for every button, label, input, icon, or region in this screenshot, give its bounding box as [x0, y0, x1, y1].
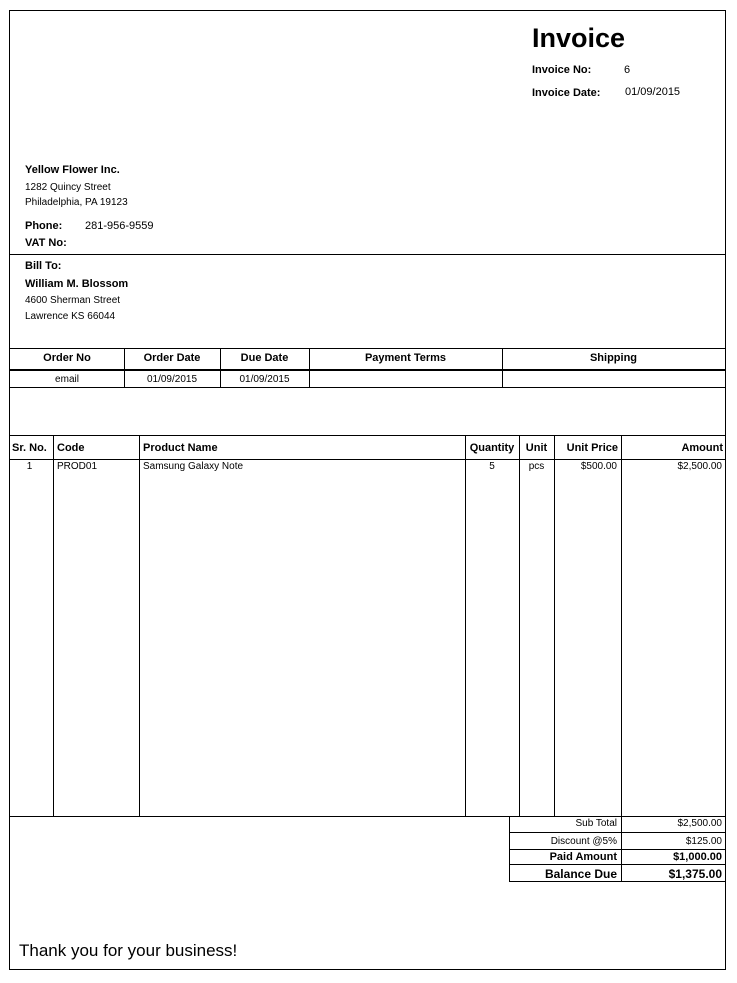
item-unit: pcs: [528, 461, 545, 472]
bill-to-city: Lawrence KS 66044: [25, 311, 116, 322]
items-header-quantity: Quantity: [469, 442, 515, 454]
bill-to-street: 4600 Sherman Street: [25, 295, 121, 306]
subtotal-label: Sub Total: [575, 818, 617, 829]
order-date: 01/09/2015: [146, 374, 198, 385]
balance-due-label: Balance Due: [544, 867, 617, 881]
invoice-number: 6: [624, 64, 631, 76]
divider: [10, 254, 725, 255]
item-unit-price: $500.00: [580, 461, 617, 472]
order-header-payment-terms: Payment Terms: [364, 352, 447, 364]
thank-you-note: Thank you for your business!: [19, 941, 238, 960]
subtotal-value: $2,500.00: [677, 818, 722, 829]
invoice-title: Invoice: [532, 23, 626, 53]
seller-name: Yellow Flower Inc.: [25, 164, 120, 176]
items-header-code: Code: [57, 442, 85, 454]
item-quantity: 5: [489, 461, 495, 472]
items-header-unit: Unit: [525, 442, 548, 454]
seller-city: Philadelphia, PA 19123: [25, 197, 128, 208]
order-header-order-date: Order Date: [143, 352, 201, 364]
items-header-product-name: Product Name: [143, 442, 218, 454]
order-header-order-no: Order No: [43, 352, 91, 364]
seller-street: 1282 Quincy Street: [25, 182, 111, 193]
paid-amount-value: $1,000.00: [673, 851, 722, 863]
invoice-page: [9, 10, 726, 970]
seller-vat-label: VAT No:: [25, 237, 67, 249]
order-header-shipping: Shipping: [589, 352, 638, 364]
order-header-due-date: Due Date: [240, 352, 289, 364]
invoice-date: 01/09/2015: [625, 86, 681, 98]
items-header-amount: Amount: [681, 442, 723, 454]
balance-due-value: $1,375.00: [668, 867, 722, 881]
bill-to-label: Bill To:: [25, 260, 62, 272]
items-header-unit-price: Unit Price: [566, 442, 618, 454]
item-code: PROD01: [57, 461, 98, 472]
discount-value: $125.00: [685, 836, 722, 847]
items-header-sr-no: Sr. No.: [12, 442, 47, 454]
item-amount: $2,500.00: [677, 461, 722, 472]
seller-phone: 281-956-9559: [85, 220, 154, 232]
paid-amount-label: Paid Amount: [549, 851, 617, 863]
invoice-number-label: Invoice No:: [532, 64, 592, 76]
item-sr-no: 1: [26, 461, 33, 472]
bill-to-name: William M. Blossom: [25, 278, 129, 290]
discount-label: Discount @5%: [550, 836, 617, 847]
due-date: 01/09/2015: [239, 374, 290, 385]
item-product-name: Samsung Galaxy Note: [143, 461, 244, 472]
invoice-date-label: Invoice Date:: [532, 87, 601, 99]
seller-phone-label: Phone:: [25, 220, 63, 232]
order-no: email: [55, 374, 79, 385]
